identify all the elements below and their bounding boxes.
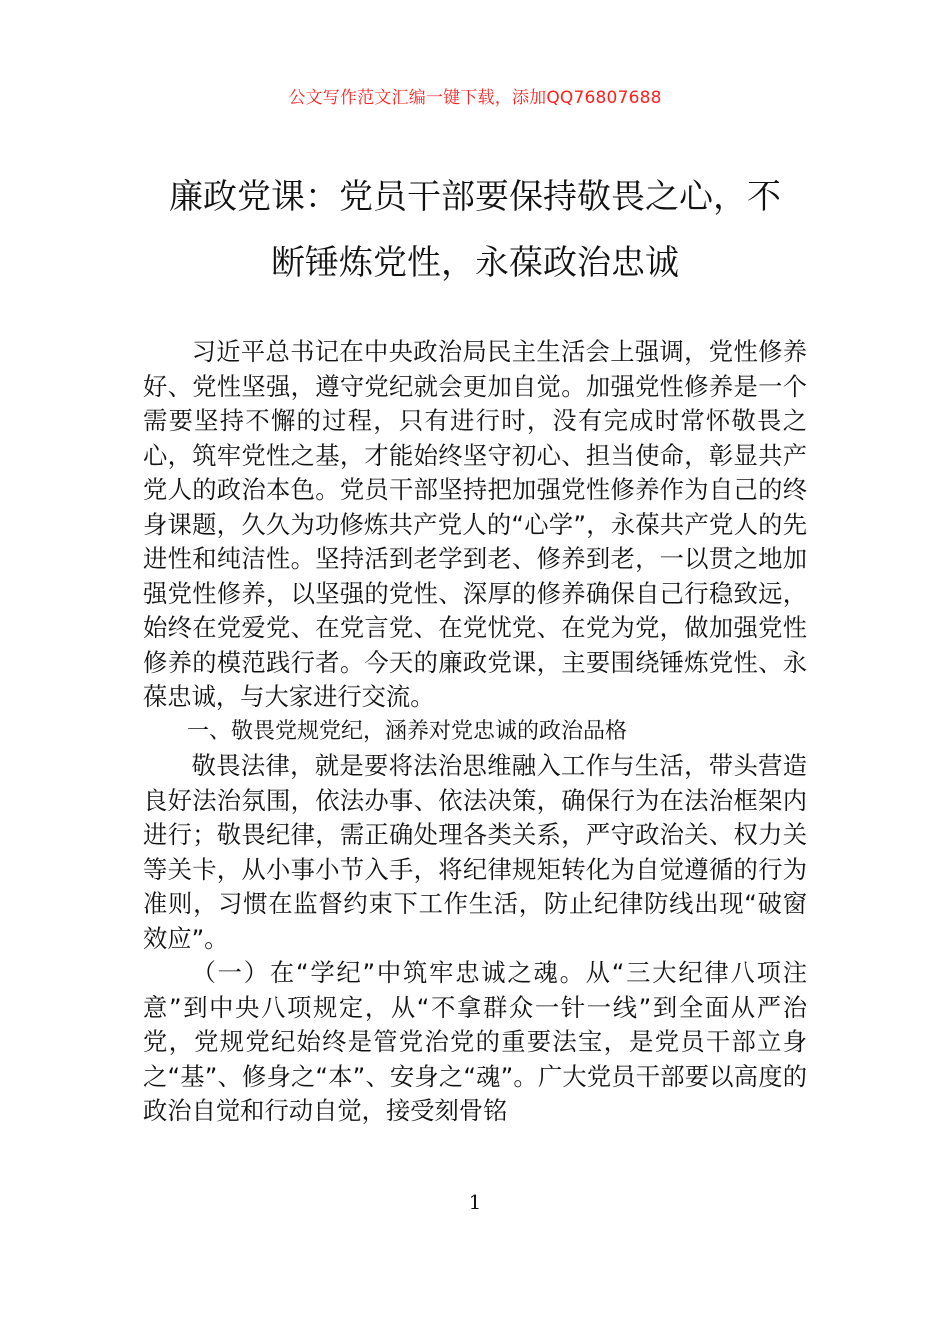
section-heading-1: 一、敬畏党规党纪，涵养对党忠诚的政治品格 xyxy=(187,718,628,744)
title-line-2: 断锤炼党性，永葆政治忠诚 xyxy=(271,243,679,283)
title-line-1: 廉政党课：党员干部要保持敬畏之心，不 xyxy=(169,177,781,217)
header-promo-note: 公文写作范文汇编一键下载，添加QQ76807688 xyxy=(288,88,662,108)
body-paragraph-awe-law: 敬畏法律，就是要将法治思维融入工作与生活，带头营造良好法治氛围，依法办事、依法决策，确保行为在法治框架内进行；敬畏纪律，需正确处理各类关系，严守政治关、权力关等关卡，从小事小节入手，将纪律规矩转化为自觉遵循的行为准则，习惯在监督约束下工作生活，防止纪律防线出现“破窗效应”。 xyxy=(143,751,807,953)
page-number: 1 xyxy=(468,1190,482,1214)
body-paragraph-intro: 习近平总书记在中央政治局民主生活会上强调，党性修养好、党性坚强，遵守党纪就会更加自觉。加强党性修养是一个需要坚持不懈的过程，只有进行时，没有完成时常怀敬畏之心，筑牢党性之基，才能始终坚守初心、担当使命，彰显共产党人的政治本色。党员干部坚持把加强党性修养作为自己的终身课题，久久为功修炼共产党人的“心学”，永葆共产党人的先进性和纯洁性。坚持活到老学到老、修养到老，一以贯之地加强党性修养，以坚强的党性、深厚的修养确保自己行稳致远，始终在党爱党、在党言党、在党忧党、在党为党，做加强党性修养的模范践行者。今天的廉政党课，主要围绕锤炼党性、永葆忠诚，与大家进行交流。 xyxy=(143,337,807,711)
body-paragraph-subsection-1: （一）在“学纪”中筑牢忠诚之魂。从“三大纪律八项注意”到中央八项规定，从“不拿群众一针一线”到全面从严治党，党规党纪始终是管党治党的重要法宝，是党员干部立身之“基”、修身之“本”、安身之“魂”。广大党员干部要以高度的政治自觉和行动自觉，接受刻骨铭 xyxy=(143,958,807,1125)
document-body xyxy=(143,335,807,1129)
document-title xyxy=(143,164,807,296)
